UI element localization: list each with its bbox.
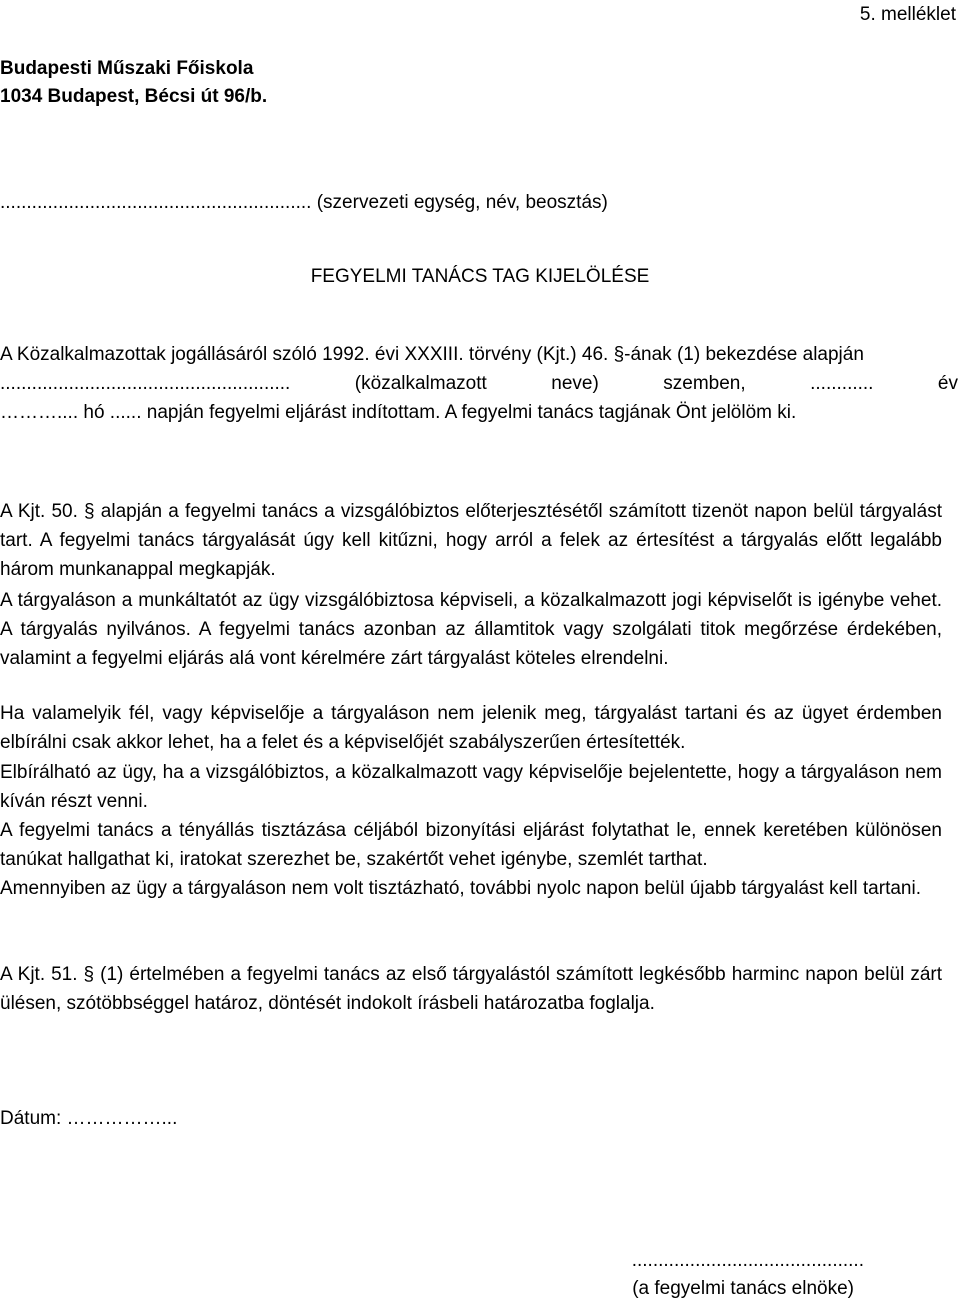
organization-address: 1034 Budapest, Bécsi út 96/b. xyxy=(0,86,268,107)
paragraph-hearing-schedule: A Kjt. 50. § alapján a fegyelmi tanács a vizsgálóbiztos előterjesztésétől számított tizenöt napon belül tárgyalást tart. A fegyelmi tanács tárgyalását úgy kell kitűzni, hogy arról a felek az értesítést a tárgyalás előtt legalább három munkanappal megkapják. xyxy=(0,501,942,580)
paragraph-new-hearing: Amennyiben az ügy a tárgyaláson nem volt tisztázható, további nyolc napon belül újabb tárgyalást kell tartani. xyxy=(0,878,921,899)
intro-line-1: A Közalkalmazottak jogállásáról szóló 1992. évi XXXIII. törvény (Kjt.) 46. §-ának (1) bekezdése alapján xyxy=(0,344,864,365)
paragraph-waiver: Elbírálható az ügy, ha a vizsgálóbiztos, a közalkalmazott vagy képviselője bejelentette, hogy a tárgyaláson nem kíván részt venni. xyxy=(0,762,942,812)
recipient-line: ........................................................... (szervezeti egység, név, beosztás) xyxy=(0,192,608,213)
date-field: Dátum: ……………... xyxy=(0,1108,178,1129)
signature-line: ............................................ xyxy=(631,1250,864,1271)
annex-label: 5. melléklet xyxy=(859,4,956,25)
paragraph-representation: A tárgyaláson a munkáltatót az ügy vizsgálóbiztosa képviseli, a közalkalmazott jogi képviselőt is igénybe vehet. A tárgyalás nyilvános. A fegyelmi tanács azonban az államtitok vagy szolgálati titok megőrzése érdekében, valamint a fegyelmi eljárás alá vont kérelmére zárt tárgyalást köteles elrendelni. xyxy=(0,590,942,669)
intro-line-3: ……….... hó ...... napján fegyelmi eljárást indítottam. A fegyelmi tanács tagjának Önt jelölöm ki. xyxy=(0,402,797,423)
organization-name: Budapesti Műszaki Főiskola xyxy=(0,58,254,79)
organization-block xyxy=(0,55,267,111)
signature-caption: (a fegyelmi tanács elnöke) xyxy=(632,1278,854,1299)
document-title: FEGYELMI TANÁCS TAG KIJELÖLÉSE xyxy=(310,266,650,287)
paragraph-evidence: A fegyelmi tanács a tényállás tisztázása céljából bizonyítási eljárást folytathat le, ennek keretében különösen tanúkat hallgathat ki, iratokat szerezhet be, szakértőt vehet igénybe, szemlét tarthat. xyxy=(0,820,942,870)
paragraph-decision: A Kjt. 51. § (1) értelmében a fegyelmi tanács az első tárgyalástól számított legkésőbb harminc napon belül zárt ülésen, szótöbbséggel határoz, döntését indokolt írásbeli határozatba foglalja. xyxy=(0,964,942,1014)
paragraph-absence: Ha valamelyik fél, vagy képviselője a tárgyaláson nem jelenik meg, tárgyalást tartani és az ügyet érdemben elbírálni csak akkor lehet, ha a felet és a képviselőjét szabályszerűen értesítették. xyxy=(0,703,942,753)
intro-line-2: ....................................................... (közalkalmazott neve) szemben, ............ év xyxy=(0,373,958,394)
